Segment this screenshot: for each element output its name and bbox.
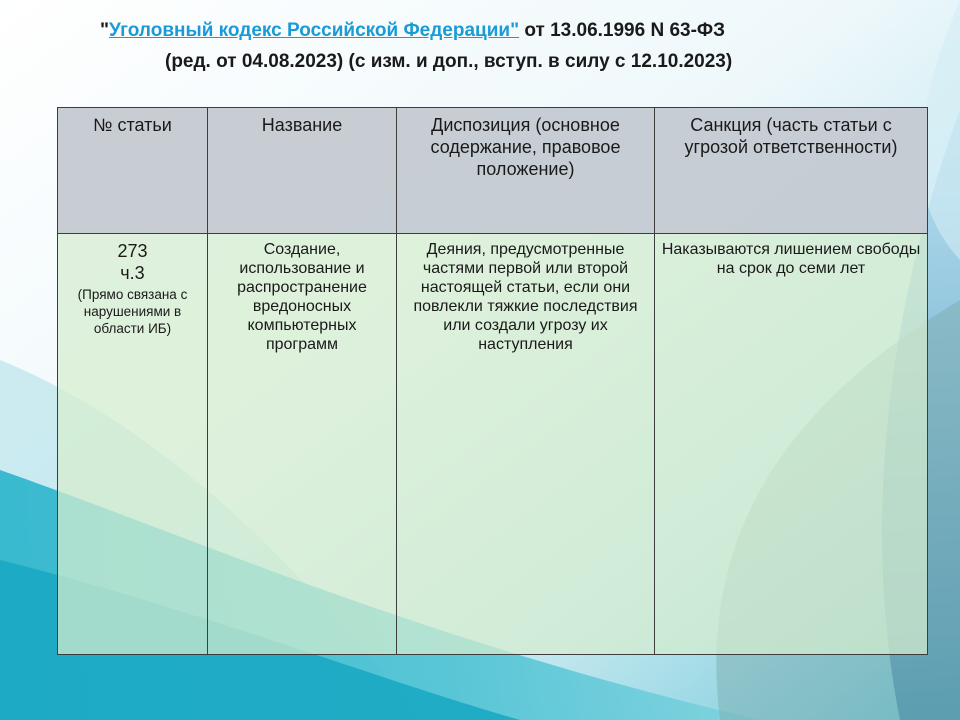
law-table bbox=[57, 107, 928, 655]
title-law-link[interactable]: Уголовный кодекс Российской Федерации" bbox=[109, 20, 520, 41]
header-article-number: № статьи bbox=[58, 108, 208, 234]
article-note: (Прямо связана с нарушениями в области ИБ) bbox=[77, 287, 188, 336]
cell-name bbox=[208, 234, 397, 655]
article-sanction: Наказываются лишением свободы на срок до семи лет bbox=[661, 241, 921, 277]
header-name: Название bbox=[208, 108, 397, 234]
cell-sanction bbox=[655, 234, 928, 655]
table-header-row bbox=[58, 108, 928, 234]
header-disposition: Диспозиция (основное содержание, правовое положение) bbox=[397, 108, 655, 234]
title-line-2: (ред. от 04.08.2023) (с изм. и доп., вступ. в силу с 12.10.2023) bbox=[165, 51, 733, 72]
header-sanction: Санкция (часть статьи с угрозой ответственности) bbox=[655, 108, 928, 234]
article-number: 273 bbox=[117, 241, 148, 261]
title-law-date: от 13.06.1996 N 63-ФЗ bbox=[519, 20, 726, 41]
article-disposition: Деяния, предусмотренные частями первой или второй настоящей статьи, если они повлекли тяжкие последствия или создали угрозу их наступления bbox=[413, 241, 638, 353]
title-line-1 bbox=[100, 20, 725, 42]
article-part: ч.3 bbox=[120, 263, 145, 283]
title-quote-open: " bbox=[100, 20, 110, 41]
table-row bbox=[58, 234, 928, 655]
cell-disposition bbox=[397, 234, 655, 655]
cell-article-number bbox=[58, 234, 208, 655]
article-name: Создание, использование и распространение вредоносных компьютерных программ bbox=[237, 241, 367, 353]
